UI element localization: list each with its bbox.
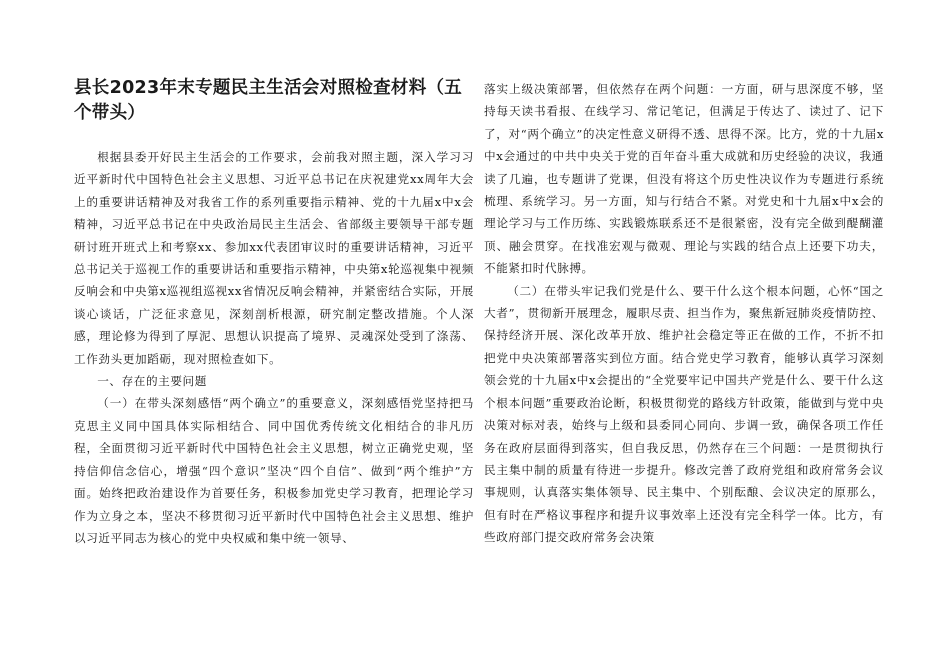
- section-heading-problems: 一、存在的主要问题: [97, 374, 207, 389]
- subsection-2-paragraph: （二）在带头牢记我们党是什么、要干什么这个根本问题，心怀“国之大者”，贯彻新开展理念，履职尽责、担当作为，聚焦新冠肺炎疫情防控、保持经济开展、深化改革开放、维护社会稳定等正在做的工作，不折不扣把党中央决策部署落实到位方面。结合党史学习教育，能够认真学习深刻领会党的十九届x中x会提出的“全党要牢记中国共产党是什么、要干什么这个根本问题”重要政治论断，积极贯彻党的路线方针政策，能做到与党中央决策对标对表，始终与上级和县委同心同向、步调一致，确保各项工作任务在政府层面得到落实，但自我反思，仍然存在三个问题：一是贯彻执行民主集中制的质量有待进一步提升。修改完善了政府党组和政府常务会议事规则，认真落实集体领导、民主集中、个别酝酿、会议决定的原那么，但有时在严格议事程序和提升议事效率上还没有完全科学一体。比方，有些政府部门提交政府常务会决策: [484, 283, 884, 545]
- document-title: 县长2023年末专题民主生活会对照检查材料（五个带头）: [74, 78, 463, 123]
- left-column: [74, 76, 474, 549]
- right-column: [484, 78, 884, 549]
- intro-paragraph: 根据县委开好民主生活会的工作要求，会前我对照主题，深入学习习近平新时代中国特色社会主义思想、习近平总书记在庆祝建党xx周年大会上的重要讲话精神及对我省工作的系列重要指示精神、党的十九届x中x会精神，习近平总书记在中央政治局民主生活会、省部级主要领导干部专题研讨班开班式上和考察xx、参加xx代表团审议时的重要讲话精神，习近平总书记关于巡视工作的重要讲话和重要指示精神，中央第x轮巡视集中视频反响会和中央第x巡视组巡视xx省情况反响会精神，并紧密结合实际，开展谈心谈话，广泛征求意见，深刻剖析根源，研究制定整改措施。个人深感，理论修为得到了厚泥、思想认识提高了境界、灵魂深处受到了涤荡、工作劲头更加蹈砺，现对照检查如下。: [74, 150, 474, 366]
- subsection-1-paragraph: （一）在带头深刻感悟“两个确立”的重要意义，深刻感悟党坚持把马克思主义同中国具体实际相结合、同中国优秀传统文化相结合的非凡历程，全面贯彻习近平新时代中国特色社会主义思想，树立正确党史观，坚持信仰信念信心，增强“四个意识”坚决“四个自信”、做到“两个维护”方面。始终把政治建设作为首要任务，积极参加党史学习教育，把理论学习作为立身之本，坚决不移贯彻习近平新时代中国特色社会主义思想、维护以习近平同志为核心的党中央权威和集中统一领导、: [74, 396, 474, 545]
- continuation-paragraph: 落实上级决策部署，但依然存在两个问题：一方面，研与思深度不够，坚持每天读书看报、在线学习、常记笔记，但满足于传达了、读过了、记下了，对“两个确立”的决定性意义研得不透、思得不深。比方，党的十九届x中x会通过的中共中央关于党的百年奋斗重大成就和历史经验的决议，我通读了几遍，也专题讲了党课，但没有将这个历史性决议作为专题进行系统梳理、系统学习。另一方面，知与行结合不紧。对党史和十九届x中x会的理论学习与工作历练、实践锻炼联系还不是很紧密，没有完全做到醍醐灌顶、融会贯穿。在找准宏观与微观、理论与实践的结合点上还要下功夫，不能紧扣时代脉搏。: [484, 82, 884, 276]
